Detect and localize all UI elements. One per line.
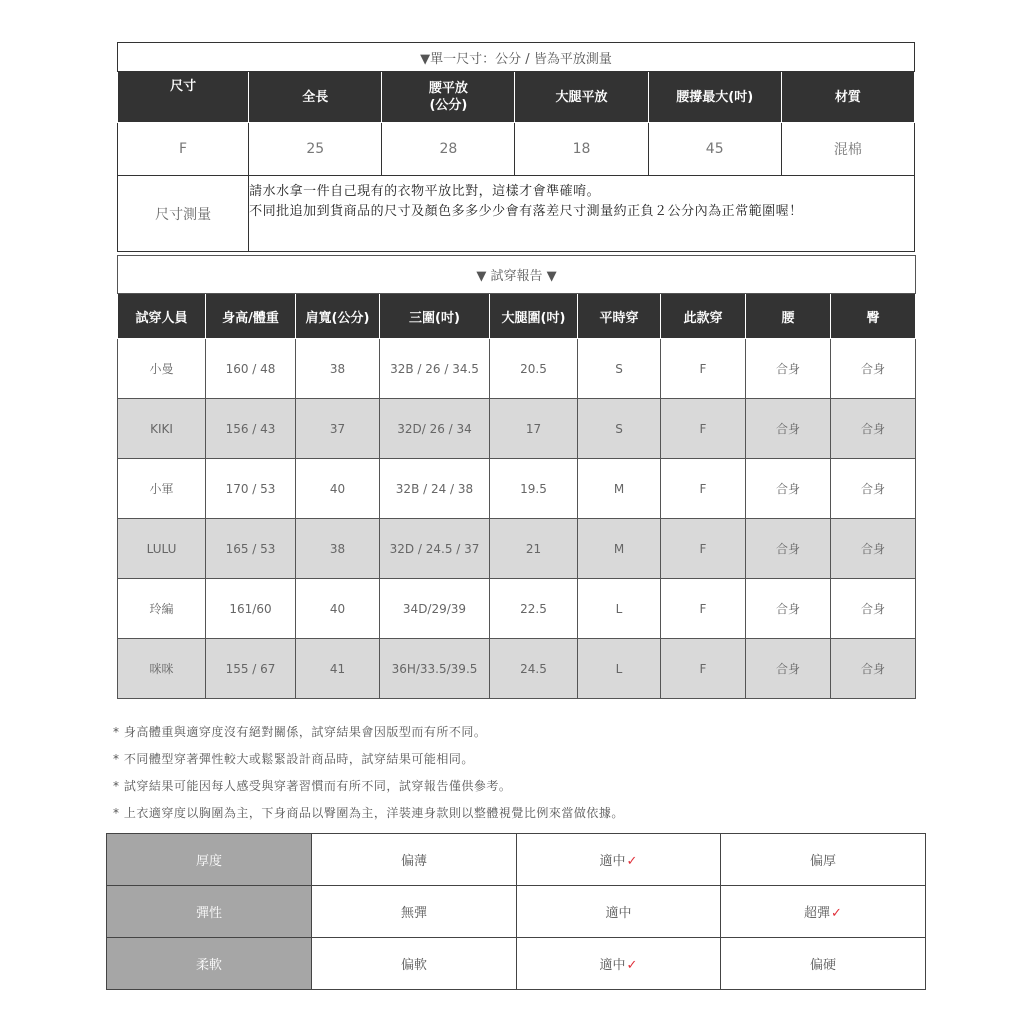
fabric-option-label: 偏硬	[809, 958, 836, 973]
table-cell: 32B / 24 / 38	[380, 459, 490, 519]
length-header: 全長	[249, 72, 382, 123]
fitting-header-cell: 試穿人員	[118, 294, 206, 339]
fitting-header-cell: 此款穿	[661, 294, 746, 339]
table-cell: 小軍	[118, 459, 206, 519]
table-cell: 合身	[746, 339, 831, 399]
table-cell: L	[578, 639, 661, 699]
material-header: 材質	[781, 72, 914, 123]
table-cell: 155 / 67	[206, 639, 296, 699]
table-cell: 32B / 26 / 34.5	[380, 339, 490, 399]
fabric-option	[517, 834, 721, 886]
table-cell: F	[661, 399, 746, 459]
table-row	[118, 399, 916, 459]
table-cell: 合身	[831, 459, 916, 519]
measure-label: 尺寸測量	[118, 176, 249, 252]
thigh-header: 大腿平放	[515, 72, 648, 123]
note-line: * 上衣適穿度以胸圍為主，下身商品以臀圍為主，洋裝連身款則以整體視覺比例來當做依據。	[113, 806, 624, 820]
note-line: * 身高體重與適穿度沒有絕對關係，試穿結果會因版型而有所不同。	[113, 725, 487, 739]
table-cell: 38	[296, 519, 380, 579]
fabric-option-label: 偏厚	[809, 854, 836, 869]
table-cell: 161/60	[206, 579, 296, 639]
check-icon: ✓	[626, 854, 638, 869]
fabric-option	[721, 886, 926, 938]
table-cell: 165 / 53	[206, 519, 296, 579]
length-value: 25	[249, 123, 382, 176]
table-cell: F	[661, 639, 746, 699]
fitting-header-cell: 臀	[831, 294, 916, 339]
table-cell: 咪咪	[118, 639, 206, 699]
table-cell: 40	[296, 459, 380, 519]
fitting-report-caption: ▼ 試穿報告 ▼	[118, 256, 916, 294]
fabric-row	[107, 938, 926, 990]
measure-note	[249, 176, 915, 252]
table-cell: 24.5	[490, 639, 578, 699]
waist-header-line2: (公分)	[429, 98, 468, 113]
fitting-header-cell: 平時穿	[578, 294, 661, 339]
measure-note-line: 請水水拿一件自己現有的衣物平放比對，這樣才會準確唷。	[249, 184, 601, 199]
table-cell: 19.5	[490, 459, 578, 519]
fitting-header-cell: 身高/體重	[206, 294, 296, 339]
waist-value: 28	[382, 123, 515, 176]
fabric-attribute: 彈性	[107, 886, 312, 938]
note-line: * 試穿結果可能因每人感受與穿著習慣而有所不同，試穿報告僅供參考。	[113, 779, 512, 793]
table-cell: 17	[490, 399, 578, 459]
check-icon: ✓	[626, 958, 638, 973]
waist-max-value: 45	[648, 123, 781, 176]
table-cell: 合身	[746, 579, 831, 639]
table-cell: 合身	[831, 339, 916, 399]
fitting-header-cell: 三圍(吋)	[380, 294, 490, 339]
table-cell: 20.5	[490, 339, 578, 399]
material-value: 混棉	[781, 123, 914, 176]
fabric-option	[721, 834, 926, 886]
table-row	[118, 459, 916, 519]
table-cell: S	[578, 399, 661, 459]
table-row	[118, 519, 916, 579]
fabric-option	[312, 886, 517, 938]
table-cell: L	[578, 579, 661, 639]
size-chart-caption: ▼單一尺寸：公分 / 皆為平放測量	[118, 43, 915, 72]
table-cell: 合身	[831, 579, 916, 639]
measure-note-line: 不同批追加到貨商品的尺寸及顏色多多少少會有落差尺寸測量約正負２公分內為正常範圍喔！	[249, 204, 803, 219]
table-cell: 156 / 43	[206, 399, 296, 459]
check-icon: ✓	[831, 906, 842, 921]
size-chart-table	[117, 42, 915, 252]
size-value: F	[118, 123, 249, 176]
waist-header	[382, 72, 515, 123]
table-cell: 合身	[746, 459, 831, 519]
fabric-row	[107, 834, 926, 886]
table-cell: M	[578, 459, 661, 519]
table-row	[118, 339, 916, 399]
table-cell: 合身	[831, 519, 916, 579]
fabric-option-label: 偏軟	[400, 958, 427, 973]
thigh-value: 18	[515, 123, 648, 176]
fabric-attribute: 厚度	[107, 834, 312, 886]
table-cell: 玲編	[118, 579, 206, 639]
table-cell: 22.5	[490, 579, 578, 639]
table-cell: 32D/ 26 / 34	[380, 399, 490, 459]
fitting-report-table	[117, 255, 916, 699]
table-cell: F	[661, 519, 746, 579]
table-cell: 合身	[831, 639, 916, 699]
fabric-option-label: 超彈	[804, 906, 831, 921]
fabric-option	[312, 834, 517, 886]
size-header: 尺寸	[118, 72, 249, 123]
table-cell: 170 / 53	[206, 459, 296, 519]
table-cell: F	[661, 579, 746, 639]
table-cell: S	[578, 339, 661, 399]
fabric-option-label: 適中	[599, 958, 626, 973]
table-cell: 合身	[746, 519, 831, 579]
fitting-header-cell: 大腿圍(吋)	[490, 294, 578, 339]
fitting-notes	[113, 722, 913, 830]
fabric-option	[312, 938, 517, 990]
note-line: * 不同體型穿著彈性較大或鬆緊設計商品時，試穿結果可能相同。	[113, 752, 474, 766]
fabric-row	[107, 886, 926, 938]
fabric-option-label: 偏薄	[400, 854, 427, 869]
table-cell: 合身	[831, 399, 916, 459]
table-cell: 36H/33.5/39.5	[380, 639, 490, 699]
size-row	[118, 123, 915, 176]
fabric-option	[517, 938, 721, 990]
table-row	[118, 579, 916, 639]
table-cell: F	[661, 339, 746, 399]
table-cell: 160 / 48	[206, 339, 296, 399]
fitting-header-cell: 肩寬(公分)	[296, 294, 380, 339]
fabric-option-label: 無彈	[400, 906, 427, 921]
waist-header-line1: 腰平放	[428, 81, 468, 96]
table-cell: 37	[296, 399, 380, 459]
table-cell: 合身	[746, 399, 831, 459]
fabric-attribute: 柔軟	[107, 938, 312, 990]
table-row	[118, 639, 916, 699]
table-cell: 21	[490, 519, 578, 579]
table-cell: 38	[296, 339, 380, 399]
table-cell: 小曼	[118, 339, 206, 399]
table-cell: F	[661, 459, 746, 519]
waist-max-header: 腰撐最大(吋)	[648, 72, 781, 123]
table-cell: M	[578, 519, 661, 579]
table-cell: 32D / 24.5 / 37	[380, 519, 490, 579]
table-cell: KIKI	[118, 399, 206, 459]
fabric-option-label: 適中	[605, 906, 632, 921]
table-cell: 41	[296, 639, 380, 699]
table-cell: 合身	[746, 639, 831, 699]
fabric-feel-table	[106, 833, 926, 990]
table-cell: LULU	[118, 519, 206, 579]
fabric-option-label: 適中	[599, 854, 626, 869]
fabric-option	[721, 938, 926, 990]
table-cell: 34D/29/39	[380, 579, 490, 639]
table-cell: 40	[296, 579, 380, 639]
fitting-header-cell: 腰	[746, 294, 831, 339]
fabric-option	[517, 886, 721, 938]
